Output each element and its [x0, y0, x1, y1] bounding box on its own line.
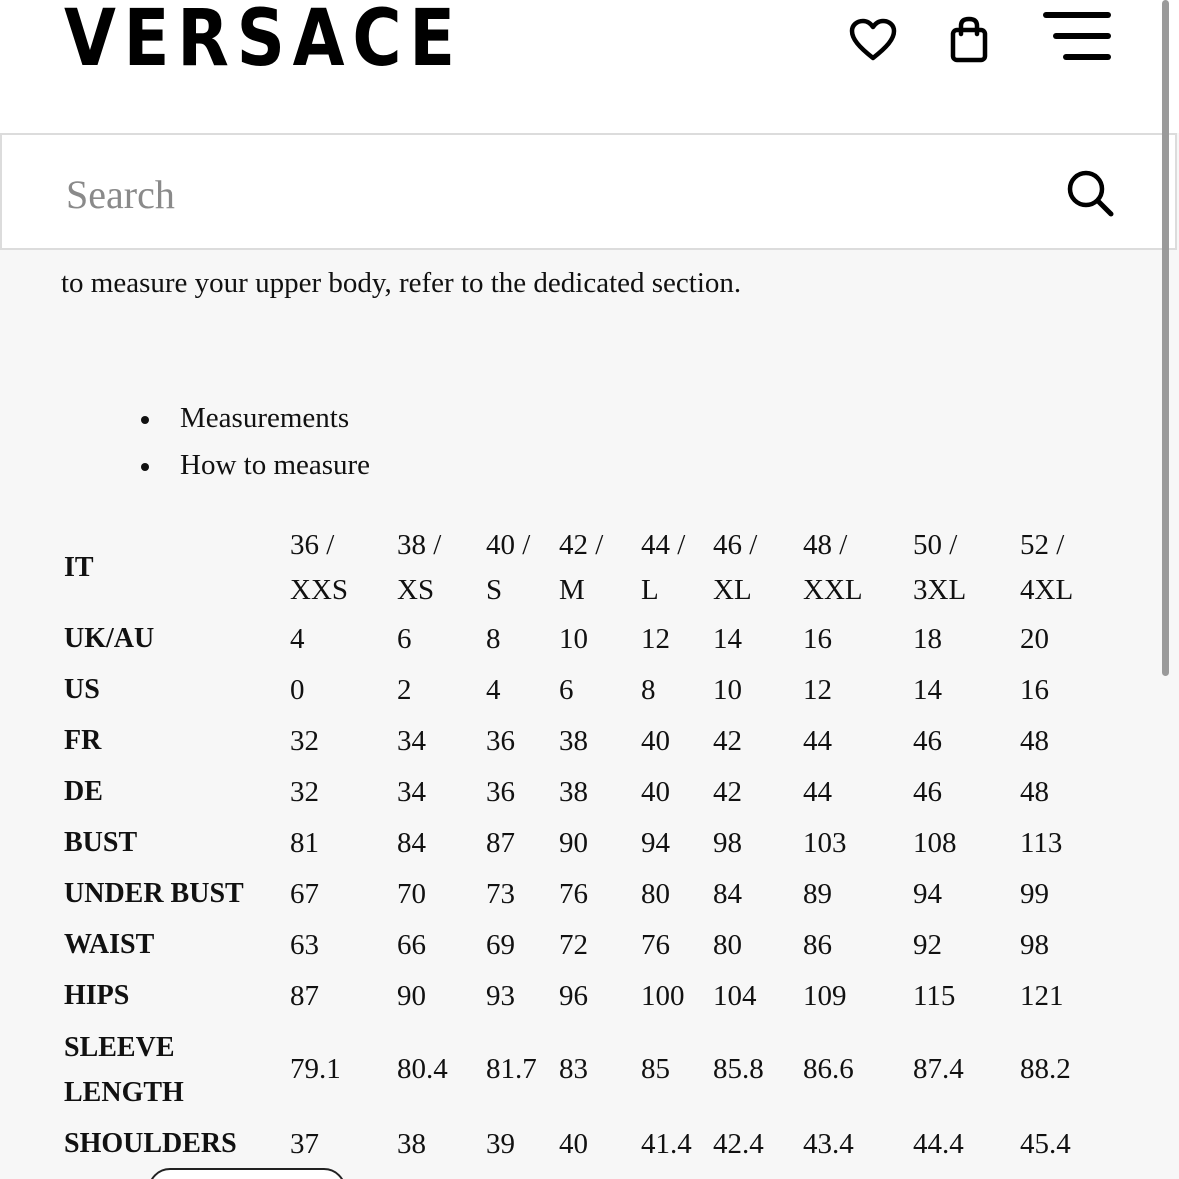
table-row — [64, 766, 1110, 817]
table-cell: 42 — [713, 724, 742, 757]
header-cell: 40 / S — [486, 528, 531, 606]
header-cell: 36 / XXS — [290, 528, 349, 606]
table-cell: 73 — [486, 877, 515, 910]
table-cell: 46 — [913, 724, 942, 757]
header-cell: 52 / 4XL — [1020, 528, 1074, 606]
search-input[interactable] — [64, 163, 968, 225]
table-cell: 83 — [559, 1053, 588, 1085]
size-table — [64, 522, 1110, 1169]
table-cell: 10 — [713, 673, 742, 706]
search-button[interactable] — [1062, 165, 1118, 221]
table-cell: 80.4 — [397, 1053, 448, 1085]
shopping-bag-icon — [949, 16, 989, 64]
table-cell: 6 — [559, 673, 574, 706]
shopping-bag-button[interactable] — [941, 12, 997, 68]
table-cell: 92 — [913, 928, 942, 961]
table-cell: 109 — [803, 979, 847, 1012]
table-cell: 85.8 — [713, 1053, 764, 1085]
table-cell: 44.4 — [913, 1127, 964, 1160]
table-cell: 103 — [803, 826, 847, 859]
row-label: UNDER BUST — [64, 877, 244, 909]
table-cell: 104 — [713, 979, 757, 1012]
row-label: DE — [64, 775, 103, 807]
search-bar — [0, 133, 1177, 250]
table-cell: 98 — [1020, 928, 1049, 961]
row-label: SLEEVE LENGTH — [64, 1031, 184, 1108]
size-guide-tabs — [140, 395, 370, 489]
table-cell: 70 — [397, 877, 426, 910]
heart-icon — [849, 18, 897, 62]
table-cell: 43.4 — [803, 1127, 854, 1160]
table-cell: 0 — [290, 673, 305, 706]
table-cell: 80 — [641, 877, 670, 910]
wishlist-button[interactable] — [845, 12, 901, 68]
table-cell: 40 — [641, 724, 670, 757]
table-cell: 16 — [1020, 673, 1049, 706]
header-cell: 48 / XXL — [803, 528, 863, 606]
table-cell: 8 — [486, 622, 501, 655]
table-cell: 76 — [559, 877, 588, 910]
table-cell: 12 — [803, 673, 832, 706]
row-label: HIPS — [64, 979, 130, 1011]
table-cell: 48 — [1020, 775, 1049, 808]
table-header-row — [64, 522, 1110, 613]
floating-button[interactable] — [148, 1168, 346, 1179]
table-cell: 10 — [559, 622, 588, 655]
table-cell: 38 — [397, 1127, 426, 1160]
table-cell: 63 — [290, 928, 319, 961]
table-cell: 81.7 — [486, 1053, 537, 1085]
table-cell: 40 — [559, 1127, 588, 1160]
table-cell: 32 — [290, 724, 319, 757]
intro-text: to measure your upper body, refer to the dedicated section. — [61, 267, 742, 299]
table-cell: 6 — [397, 622, 412, 655]
table-cell: 41.4 — [641, 1127, 692, 1160]
table-cell: 81 — [290, 826, 319, 859]
table-cell: 38 — [559, 724, 588, 757]
row-label: BUST — [64, 826, 138, 858]
search-icon — [1065, 168, 1115, 218]
table-row — [64, 664, 1110, 715]
table-cell: 86.6 — [803, 1053, 854, 1085]
table-cell: 2 — [397, 673, 412, 706]
table-cell: 87 — [486, 826, 515, 859]
scrollbar[interactable] — [1162, 0, 1169, 676]
table-cell: 38 — [559, 775, 588, 808]
table-row — [64, 1021, 1110, 1118]
table-cell: 12 — [641, 622, 670, 655]
table-cell: 67 — [290, 877, 319, 910]
table-cell: 84 — [397, 826, 426, 859]
table-cell: 93 — [486, 979, 515, 1012]
table-cell: 90 — [397, 979, 426, 1012]
table-cell: 94 — [641, 826, 670, 859]
table-cell: 45.4 — [1020, 1127, 1071, 1160]
table-row — [64, 817, 1110, 868]
table-cell: 121 — [1020, 979, 1064, 1012]
header-cell: 50 / 3XL — [913, 528, 967, 606]
header-cell: 38 / XS — [397, 528, 442, 606]
table-cell: 8 — [641, 673, 656, 706]
table-cell: 94 — [913, 877, 942, 910]
table-cell: 84 — [713, 877, 742, 910]
table-cell: 20 — [1020, 622, 1049, 655]
table-row — [64, 970, 1110, 1021]
menu-button[interactable] — [1040, 8, 1114, 64]
table-cell: 90 — [559, 826, 588, 859]
table-cell: 115 — [913, 979, 956, 1012]
table-cell: 89 — [803, 877, 832, 910]
table-cell: 4 — [486, 673, 501, 706]
table-cell: 16 — [803, 622, 832, 655]
hamburger-menu-icon — [1042, 10, 1112, 62]
table-cell: 72 — [559, 928, 588, 961]
table-cell: 80 — [713, 928, 742, 961]
table-cell: 79.1 — [290, 1053, 341, 1085]
table-cell: 32 — [290, 775, 319, 808]
table-cell: 34 — [397, 775, 426, 808]
table-cell: 18 — [913, 622, 942, 655]
row-label: IT — [64, 552, 94, 583]
table-cell: 42 — [713, 775, 742, 808]
row-label: WAIST — [64, 928, 155, 960]
header-cell: 46 / XL — [713, 528, 758, 606]
row-label: UK/AU — [64, 622, 155, 654]
table-cell: 44 — [803, 775, 832, 808]
table-cell: 34 — [397, 724, 426, 757]
table-cell: 44 — [803, 724, 832, 757]
table-cell: 46 — [913, 775, 942, 808]
table-cell: 96 — [559, 979, 588, 1012]
table-row — [64, 868, 1110, 919]
row-label: FR — [64, 724, 102, 756]
table-cell: 36 — [486, 775, 515, 808]
table-cell: 37 — [290, 1127, 319, 1160]
versace-logo[interactable]: VERSACE — [64, 0, 463, 84]
table-cell: 99 — [1020, 877, 1049, 910]
row-label: SHOULDERS — [64, 1127, 237, 1159]
table-cell: 42.4 — [713, 1127, 764, 1160]
header-cell: 42 / M — [559, 528, 604, 606]
table-cell: 48 — [1020, 724, 1049, 757]
table-cell: 88.2 — [1020, 1053, 1071, 1085]
table-row — [64, 919, 1110, 970]
table-cell: 85 — [641, 1053, 670, 1085]
site-header — [0, 0, 1179, 133]
table-cell: 39 — [486, 1127, 515, 1160]
table-row — [64, 1118, 1110, 1169]
table-cell: 87 — [290, 979, 319, 1012]
table-cell: 66 — [397, 928, 426, 961]
table-cell: 76 — [641, 928, 670, 961]
table-cell: 98 — [713, 826, 742, 859]
table-cell: 40 — [641, 775, 670, 808]
table-row — [64, 613, 1110, 664]
tab-how-to-measure[interactable]: How to measure — [140, 442, 370, 489]
row-label: US — [64, 673, 100, 705]
tab-measurements[interactable]: Measurements — [140, 395, 370, 442]
header-cell: 44 / L — [641, 528, 686, 606]
table-cell: 69 — [486, 928, 515, 961]
table-cell: 87.4 — [913, 1053, 964, 1085]
table-cell: 14 — [913, 673, 942, 706]
table-cell: 4 — [290, 622, 305, 655]
table-cell: 108 — [913, 826, 957, 859]
table-cell: 100 — [641, 979, 685, 1012]
table-row — [64, 715, 1110, 766]
table-cell: 14 — [713, 622, 742, 655]
table-cell: 113 — [1020, 826, 1063, 859]
table-cell: 86 — [803, 928, 832, 961]
table-cell: 36 — [486, 724, 515, 757]
